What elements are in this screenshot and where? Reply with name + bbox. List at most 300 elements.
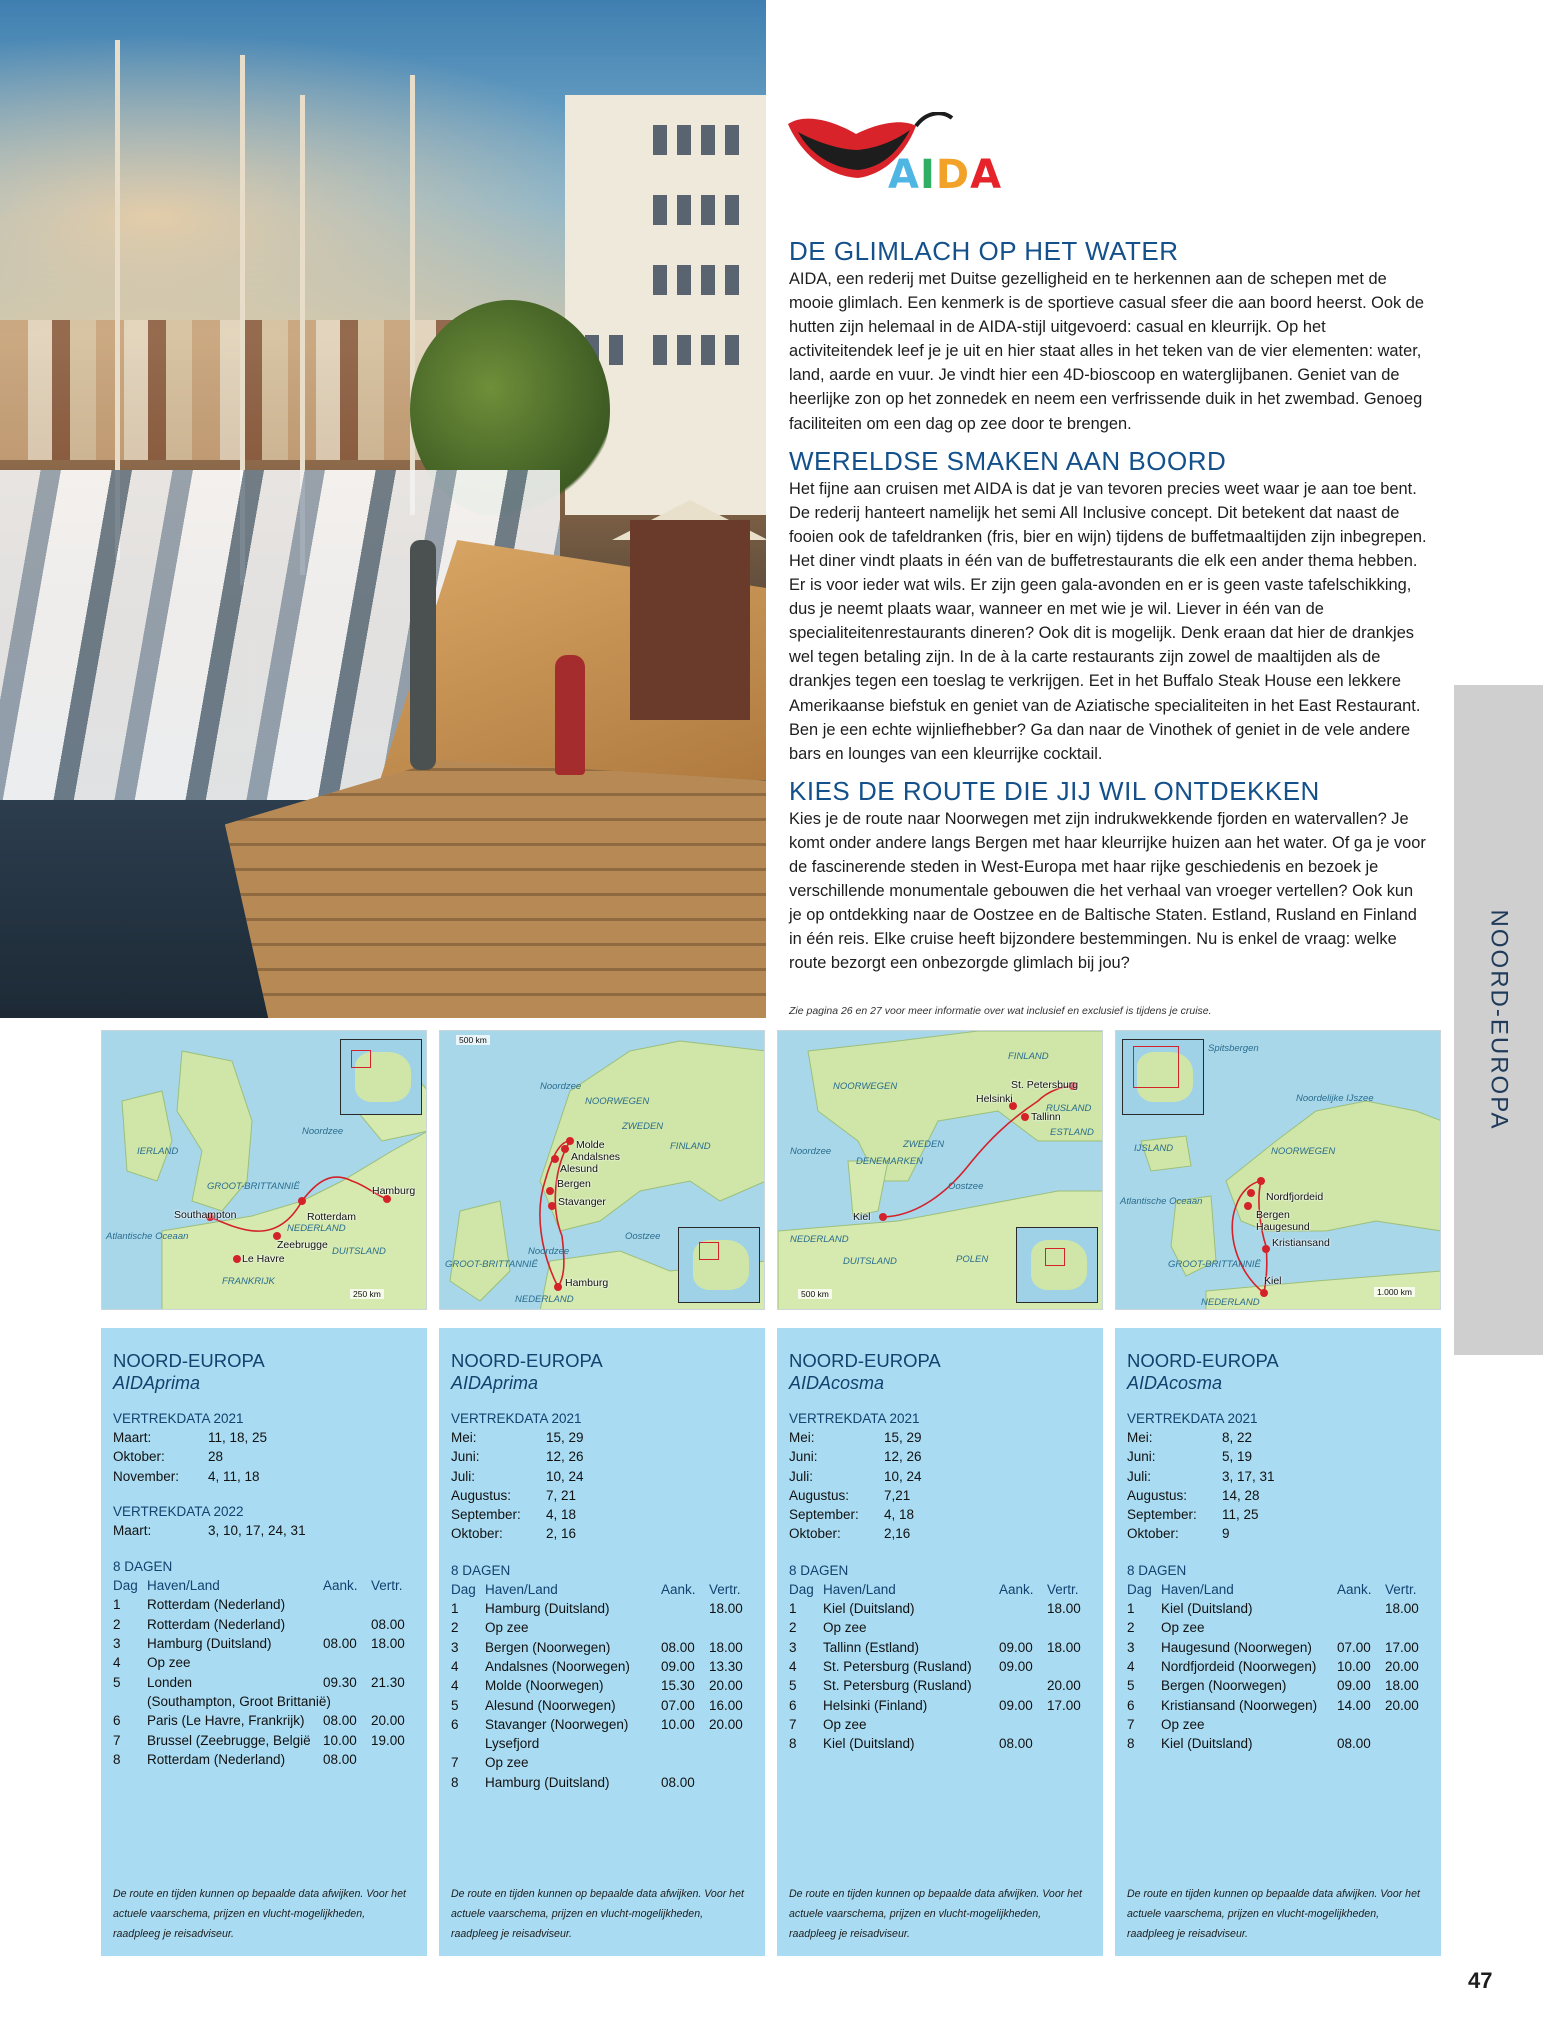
departure-month: Mei: <box>1127 1430 1153 1445</box>
map-label: ZWEDEN <box>903 1139 945 1150</box>
route-map-3 <box>777 1030 1103 1310</box>
itinerary-cell: 20.00 <box>709 1716 743 1732</box>
ship-name: AIDAcosma <box>789 1373 885 1393</box>
itinerary-cell: Kiel (Duitsland) <box>1161 1601 1253 1617</box>
departures-title: VERTREKDATA 2021 <box>789 1411 920 1426</box>
itinerary-row <box>789 1734 1091 1753</box>
itinerary-cell <box>371 1653 411 1672</box>
itinerary-cell: Helsinki (Finland) <box>823 1697 928 1713</box>
itinerary-header-cell: Vertr. <box>371 1578 403 1594</box>
itinerary-cell: 10.00 <box>323 1732 357 1748</box>
port-label: Rotterdam <box>307 1211 357 1223</box>
departure-row <box>789 1467 1091 1486</box>
departure-month: Augustus: <box>789 1487 850 1503</box>
itinerary-cell <box>1047 1715 1087 1734</box>
itinerary-cell: Kiel (Duitsland) <box>823 1736 915 1752</box>
itinerary-header <box>1127 1580 1429 1599</box>
departure-month: Mei: <box>451 1430 477 1445</box>
itinerary-header-cell: Haven/Land <box>823 1581 896 1597</box>
itinerary-header <box>789 1580 1091 1599</box>
itinerary-cell <box>1385 1715 1425 1734</box>
itinerary-cell: 18.00 <box>1385 1601 1419 1617</box>
section-heading: DE GLIMLACH OP HET WATER <box>789 236 1179 266</box>
itinerary-row <box>1127 1618 1429 1637</box>
departure-dates: 7,21 <box>884 1487 911 1503</box>
itinerary-row <box>113 1653 415 1672</box>
itinerary-cell: 20.00 <box>371 1713 405 1729</box>
statue <box>410 540 436 770</box>
itinerary-cell: Kiel (Duitsland) <box>1161 1736 1253 1752</box>
itinerary-cell: 1 <box>1127 1601 1135 1617</box>
map-label: Noordzee <box>302 1126 344 1137</box>
map-label: IJSLAND <box>1134 1143 1174 1154</box>
departure-dates: 4, 18 <box>884 1507 915 1523</box>
port-label: Kristiansand <box>1272 1237 1330 1249</box>
itinerary-cell: 7 <box>113 1732 121 1748</box>
itinerary-cell <box>661 1753 709 1772</box>
itinerary-cell <box>661 1599 709 1618</box>
itinerary-cell: 08.00 <box>323 1751 357 1767</box>
port-label: Zeebrugge <box>277 1239 328 1251</box>
itinerary-cell: 18.00 <box>709 1639 743 1655</box>
itinerary-cell: 18.00 <box>1385 1678 1419 1694</box>
itinerary-row <box>451 1734 753 1753</box>
departure-dates: 8, 22 <box>1222 1430 1253 1445</box>
departure-month: Juni: <box>451 1449 480 1465</box>
map-label: RUSLAND <box>1046 1103 1092 1114</box>
departure-row <box>113 1428 415 1447</box>
itinerary-cell: Rotterdam (Nederland) <box>147 1751 286 1767</box>
itinerary-cell <box>1337 1715 1385 1734</box>
ship-name: AIDAprima <box>451 1373 539 1393</box>
itinerary-cell <box>371 1750 411 1769</box>
itinerary-cell <box>1047 1618 1087 1637</box>
itinerary-row <box>789 1676 1091 1695</box>
itinerary-row <box>1127 1715 1429 1734</box>
route-region: NOORD-EUROPA <box>451 1350 603 1371</box>
spacer <box>451 1544 753 1561</box>
departure-row <box>113 1447 415 1466</box>
ship-name: AIDAprima <box>113 1373 201 1393</box>
itinerary-header-cell: Dag <box>451 1581 476 1597</box>
itinerary-row <box>451 1696 753 1715</box>
departure-dates: 12, 26 <box>546 1449 584 1465</box>
itinerary-cell: 4 <box>1127 1658 1135 1674</box>
spacer <box>1127 1544 1429 1561</box>
boat-mast <box>410 75 415 515</box>
section-heading: KIES DE ROUTE DIE JIJ WIL ONTDEKKEN <box>789 775 1320 806</box>
departure-row <box>113 1467 415 1486</box>
itinerary-cell: Molde (Noorwegen) <box>485 1678 604 1694</box>
port-label: Southampton <box>174 1209 237 1221</box>
itinerary-header-cell: Aank. <box>661 1581 696 1597</box>
itinerary-cell: 1 <box>789 1601 797 1617</box>
itinerary-cell <box>1385 1618 1425 1637</box>
departure-row <box>1127 1486 1429 1505</box>
itinerary-cell <box>323 1692 371 1711</box>
locator-inset <box>1016 1227 1098 1303</box>
itinerary-cell: Op zee <box>147 1655 191 1671</box>
map-label: Spitsbergen <box>1208 1043 1259 1054</box>
itinerary-cell: 09.00 <box>999 1658 1033 1674</box>
itinerary-row <box>451 1676 753 1695</box>
port-label: Hamburg <box>372 1185 416 1197</box>
map-scale: 500 km <box>798 1289 832 1299</box>
itinerary-cell: 09.00 <box>999 1697 1033 1713</box>
port-label: Molde <box>576 1139 605 1151</box>
itinerary-cell: 17.00 <box>1385 1639 1419 1655</box>
map-label: Noordzee <box>528 1246 570 1257</box>
itinerary-row <box>1127 1599 1429 1618</box>
itinerary-row <box>113 1750 415 1769</box>
itinerary-cell <box>709 1753 749 1772</box>
itinerary-row <box>113 1673 415 1692</box>
port-label: Andalsnes <box>571 1151 621 1163</box>
itinerary-cell: 21.30 <box>371 1674 405 1690</box>
route-footnote: De route en tijden kunnen op bepaalde data afwijken. Voor het actuele vaarschema, prijzen en vlucht-mogelijkheden, raadpleeg je reisadviseur. <box>113 1888 406 1940</box>
inclusive-footnote: Zie pagina 26 en 27 voor meer informatie over wat inclusief en exclusief is tijdens je cruise. <box>789 1005 1212 1017</box>
itinerary-cell: 08.00 <box>323 1636 357 1652</box>
itinerary-cell <box>371 1692 411 1711</box>
itinerary-row <box>113 1634 415 1653</box>
itinerary-header-cell: Haven/Land <box>1161 1581 1234 1597</box>
person <box>555 655 585 775</box>
departure-dates: 5, 19 <box>1222 1449 1253 1465</box>
itinerary-header-cell: Vertr. <box>1385 1581 1417 1597</box>
itinerary-cell: 20.00 <box>1385 1658 1419 1674</box>
itinerary-row <box>451 1638 753 1657</box>
departure-row <box>451 1447 753 1466</box>
locator-inset <box>678 1227 760 1303</box>
departure-month: Augustus: <box>1127 1487 1188 1503</box>
departure-month: Mei: <box>789 1430 815 1445</box>
map-label: NOORWEGEN <box>585 1096 650 1107</box>
map-label: Atlantische Oceaan <box>106 1231 189 1242</box>
map-label: NEDERLAND <box>790 1234 849 1245</box>
map-label: FINLAND <box>1008 1051 1049 1062</box>
itinerary-cell: 08.00 <box>999 1736 1033 1752</box>
itinerary-cell: 20.00 <box>709 1678 743 1694</box>
itinerary-cell <box>1337 1599 1385 1618</box>
departure-month: Oktober: <box>789 1526 841 1542</box>
itinerary-cell: Bergen (Noorwegen) <box>485 1639 611 1655</box>
itinerary-cell: 18.00 <box>371 1636 405 1652</box>
map-label: Atlantische Oceaan <box>1120 1196 1203 1207</box>
section-body: AIDA, een rederij met Duitse gezelligheid en te herkennen aan de schepen met de mooie glimlach. Een kenmerk is de sportieve casual sfeer die aan boord heerst. Ook de hutten zijn helemaal in de AIDA-stijl uitgevoerd: casual en kleurrijk. Op het activiteitendek leef je je uit en hier staat alles in het teken van de vier elementen: water, land, aarde en vuur. Je vindt hier een 4D-bioscoop en waterglijbanen. Geniet van de heerlijke zon op het zonnedek en neem een verfrissende duik in het zwembad. Genoeg faciliteiten om een dag op zee door te brengen. <box>789 270 1425 433</box>
departure-dates: 15, 29 <box>884 1430 922 1445</box>
itinerary-cell: Kristiansand (Noorwegen) <box>1161 1697 1318 1713</box>
map-label: IERLAND <box>137 1146 179 1157</box>
itinerary-cell: 1 <box>451 1601 459 1617</box>
article <box>789 236 1427 985</box>
departures-title: VERTREKDATA 2022 <box>113 1503 244 1519</box>
departure-dates: 14, 28 <box>1222 1487 1260 1503</box>
itinerary-cell <box>999 1715 1047 1734</box>
departure-row <box>113 1521 415 1540</box>
itinerary-cell: Op zee <box>1161 1716 1205 1732</box>
itinerary-cell <box>709 1734 749 1753</box>
route-region: NOORD-EUROPA <box>789 1350 941 1371</box>
departure-row <box>789 1486 1091 1505</box>
departure-dates: 4, 18 <box>546 1507 577 1523</box>
itinerary-cell: 09.30 <box>323 1674 357 1690</box>
departure-month: September: <box>451 1507 521 1523</box>
itinerary-cell: 6 <box>113 1713 121 1729</box>
departure-dates: 2, 16 <box>546 1526 577 1542</box>
departure-row <box>451 1486 753 1505</box>
port-label: Tallinn <box>1031 1111 1061 1123</box>
map-label: Noordzee <box>790 1146 832 1157</box>
itinerary-row <box>451 1599 753 1618</box>
departure-row <box>451 1524 753 1543</box>
departure-month: Juli: <box>789 1468 814 1484</box>
itinerary-cell: 1 <box>113 1597 121 1613</box>
itinerary-row <box>113 1595 415 1614</box>
departure-dates: 7, 21 <box>546 1487 577 1503</box>
itinerary-cell <box>999 1618 1047 1637</box>
itinerary-cell: 15.30 <box>661 1678 695 1694</box>
itinerary-cell: 6 <box>451 1716 459 1732</box>
itinerary-header-cell: Haven/Land <box>147 1578 220 1594</box>
route-map-4 <box>1115 1030 1441 1310</box>
itinerary-cell: Op zee <box>1161 1620 1205 1636</box>
itinerary-row <box>451 1715 753 1734</box>
itinerary-cell: Op zee <box>823 1716 867 1732</box>
departure-dates: 10, 24 <box>546 1468 584 1484</box>
departure-month: Juni: <box>789 1449 818 1465</box>
itinerary-cell: 14.00 <box>1337 1697 1371 1713</box>
departure-dates: 4, 11, 18 <box>208 1468 260 1484</box>
itinerary-cell: 7 <box>1127 1716 1135 1732</box>
map-label: FINLAND <box>670 1141 711 1152</box>
itinerary-cell <box>709 1618 749 1637</box>
port-label: Alesund <box>560 1163 598 1175</box>
itinerary-cell: Rotterdam (Nederland) <box>147 1616 286 1632</box>
town-buildings <box>0 320 470 460</box>
duration-title: 8 DAGEN <box>451 1562 511 1578</box>
itinerary-cell: Hamburg (Duitsland) <box>485 1774 610 1790</box>
itinerary-row <box>113 1692 415 1711</box>
map-label: DENEMARKEN <box>856 1156 924 1167</box>
duration-title: 8 DAGEN <box>113 1559 173 1575</box>
port-label: Stavanger <box>558 1196 606 1208</box>
itinerary-row <box>1127 1657 1429 1676</box>
itinerary-header-cell: Aank. <box>323 1578 358 1594</box>
itinerary-cell: 3 <box>451 1639 459 1655</box>
map-label: GROOT-BRITTANNIË <box>445 1259 538 1270</box>
itinerary-cell: Op zee <box>823 1620 867 1636</box>
itinerary-cell: Londen <box>147 1674 193 1690</box>
itinerary-cell: Lysefjord <box>485 1736 540 1752</box>
departure-row <box>789 1428 1091 1447</box>
itinerary-cell: 8 <box>1127 1736 1135 1752</box>
spacer <box>113 1486 415 1503</box>
port-label: Le Havre <box>242 1253 285 1265</box>
departure-month: Oktober: <box>113 1449 165 1465</box>
route-box-2 <box>439 1328 765 1956</box>
itinerary-cell: 08.00 <box>1337 1736 1371 1752</box>
departure-month: September: <box>789 1507 859 1523</box>
itinerary-header-cell: Haven/Land <box>485 1581 558 1597</box>
itinerary-cell: 2 <box>113 1616 121 1632</box>
route-region: NOORD-EUROPA <box>113 1350 265 1371</box>
itinerary-row <box>1127 1676 1429 1695</box>
itinerary-cell: Op zee <box>485 1755 529 1771</box>
itinerary-header-cell: Aank. <box>999 1581 1034 1597</box>
itinerary-header-cell: Dag <box>1127 1581 1152 1597</box>
map-label: Oostzee <box>948 1181 984 1192</box>
map-label: Noordelijke IJszee <box>1296 1093 1374 1104</box>
itinerary-cell <box>371 1595 411 1614</box>
itinerary-cell: 4 <box>789 1658 797 1674</box>
itinerary-cell: 10.00 <box>661 1716 695 1732</box>
map-label: DUITSLAND <box>843 1256 897 1267</box>
departure-month: Maart: <box>113 1522 152 1538</box>
departure-row <box>1127 1467 1429 1486</box>
port-label: Kiel <box>1264 1275 1282 1287</box>
itinerary-row <box>451 1618 753 1637</box>
itinerary-row <box>113 1711 415 1730</box>
itinerary-row <box>789 1599 1091 1618</box>
route-footnote: De route en tijden kunnen op bepaalde data afwijken. Voor het actuele vaarschema, prijzen en vlucht-mogelijkheden, raadpleeg je reisadviseur. <box>451 1888 744 1940</box>
map-label: NEDERLAND <box>287 1223 346 1234</box>
itinerary-cell: 3 <box>1127 1639 1135 1655</box>
itinerary-cell: 5 <box>789 1678 797 1694</box>
section-side-tab <box>1454 685 1543 1355</box>
departures-title: VERTREKDATA 2021 <box>113 1411 244 1426</box>
itinerary-cell: Hamburg (Duitsland) <box>147 1636 272 1652</box>
port-label: St. Petersburg <box>1011 1079 1079 1091</box>
map-label: NEDERLAND <box>1201 1297 1260 1308</box>
section-body: Kies je de route naar Noorwegen met zijn indrukwekkende fjorden en watervallen? Je komt onder andere langs Bergen met haar kleurrijke huizen aan het water. Of ga je voor de fascinerende steden in West-Europa met haar rijke geschiedenis en bezoek je verschillende monumentale gebouwen die het verhaal van vroeger vertellen? Ook kun je op ontdekking naar de Oostzee en de Baltische Staten. Estland, Rusland en Finland in één reis. Elke cruise heeft bijzondere bestemmingen. Nu is enkel de vraag: welke route bezorgt een onbezorgde glimlach bij jou? <box>789 809 1426 973</box>
departure-month: November: <box>113 1468 180 1484</box>
departure-month: Oktober: <box>451 1526 503 1542</box>
departure-dates: 3, 17, 31 <box>1222 1468 1275 1484</box>
map-label: DUITSLAND <box>332 1246 386 1257</box>
itinerary-cell <box>661 1618 709 1637</box>
itinerary-cell: 10.00 <box>1337 1658 1371 1674</box>
departure-month: Augustus: <box>451 1487 512 1503</box>
itinerary-header-cell: Vertr. <box>709 1581 741 1597</box>
itinerary-cell: Paris (Le Havre, Frankrijk) <box>147 1713 305 1729</box>
route-box-3 <box>777 1328 1103 1956</box>
itinerary-cell: 2 <box>451 1620 459 1636</box>
route-map-1 <box>101 1030 427 1310</box>
itinerary-cell: 09.00 <box>1337 1678 1371 1694</box>
itinerary-cell: St. Petersburg (Rusland) <box>823 1678 972 1694</box>
locator-inset <box>1122 1039 1204 1115</box>
itinerary-cell: 08.00 <box>323 1713 357 1729</box>
map-label: Oostzee <box>625 1231 661 1242</box>
itinerary-cell: 18.00 <box>709 1601 743 1617</box>
itinerary-cell: (Southampton, Groot Brittanië) <box>147 1693 331 1709</box>
duration-title: 8 DAGEN <box>1127 1562 1187 1578</box>
map-label: ZWEDEN <box>622 1121 664 1132</box>
departures-title: VERTREKDATA 2021 <box>1127 1411 1258 1426</box>
itinerary-cell: 07.00 <box>661 1697 695 1713</box>
itinerary-row <box>1127 1638 1429 1657</box>
itinerary-row <box>451 1753 753 1772</box>
itinerary-row <box>789 1638 1091 1657</box>
departure-row <box>1127 1524 1429 1543</box>
map-label: NEDERLAND <box>515 1294 574 1305</box>
itinerary-cell: 5 <box>451 1697 459 1713</box>
itinerary-cell <box>999 1676 1047 1695</box>
port-label: Nordfjordeid <box>1266 1191 1324 1203</box>
route-box-1 <box>101 1328 427 1956</box>
itinerary-cell: 18.00 <box>1047 1639 1081 1655</box>
itinerary-cell: 5 <box>113 1674 121 1690</box>
departures-title: VERTREKDATA 2021 <box>451 1411 582 1426</box>
departure-month: Juli: <box>451 1468 476 1484</box>
map-scale: 500 km <box>456 1035 490 1045</box>
map-scale: 250 km <box>350 1289 384 1299</box>
port-label: Haugesund <box>1256 1221 1310 1233</box>
itinerary-cell <box>999 1599 1047 1618</box>
itinerary-cell: 5 <box>1127 1678 1135 1694</box>
side-tab-label: NOORD-EUROPA <box>1485 909 1513 1131</box>
itinerary-cell: 13.30 <box>709 1658 743 1674</box>
duration-title: 8 DAGEN <box>789 1562 849 1578</box>
itinerary-cell: Hamburg (Duitsland) <box>485 1601 610 1617</box>
departure-row <box>1127 1428 1429 1447</box>
itinerary-header-cell: Dag <box>113 1578 138 1594</box>
itinerary-cell <box>1047 1734 1087 1753</box>
itinerary-cell: 18.00 <box>1047 1601 1081 1617</box>
departure-month: Oktober: <box>1127 1526 1179 1542</box>
itinerary-cell: Nordfjordeid (Noorwegen) <box>1161 1658 1317 1674</box>
port-label: Hamburg <box>565 1277 609 1289</box>
aida-wordmark: AIDA <box>888 152 1003 198</box>
route-region: NOORD-EUROPA <box>1127 1350 1279 1371</box>
itinerary-cell: 08.00 <box>661 1774 695 1790</box>
itinerary-row <box>113 1615 415 1634</box>
itinerary-cell: 4 <box>451 1658 459 1674</box>
itinerary-cell: 7 <box>789 1716 797 1732</box>
itinerary-cell <box>323 1615 371 1634</box>
itinerary-cell: 07.00 <box>1337 1639 1371 1655</box>
map-label: GROOT-BRITTANNIË <box>207 1181 300 1192</box>
departure-row <box>1127 1447 1429 1466</box>
departure-row <box>451 1467 753 1486</box>
departure-dates: 11, 25 <box>1222 1507 1259 1523</box>
itinerary-cell <box>323 1595 371 1614</box>
spacer <box>789 1544 1091 1561</box>
itinerary-cell: Rotterdam (Nederland) <box>147 1597 286 1613</box>
departure-month: September: <box>1127 1507 1197 1523</box>
map-label: FRANKRIJK <box>222 1276 275 1287</box>
departure-dates: 9 <box>1222 1526 1230 1542</box>
departure-dates: 12, 26 <box>884 1449 922 1465</box>
itinerary-cell: 08.00 <box>371 1616 405 1632</box>
port-label: Helsinki <box>976 1093 1013 1105</box>
harbor-photo <box>0 0 766 1018</box>
itinerary-header-cell: Dag <box>789 1581 814 1597</box>
itinerary-cell: 19.00 <box>371 1732 405 1748</box>
spacer <box>113 1540 415 1557</box>
departure-row <box>451 1505 753 1524</box>
itinerary-row <box>1127 1696 1429 1715</box>
departure-dates: 2,16 <box>884 1526 911 1542</box>
itinerary-cell: Kiel (Duitsland) <box>823 1601 915 1617</box>
departure-month: Juli: <box>1127 1468 1152 1484</box>
departure-dates: 3, 10, 17, 24, 31 <box>208 1522 306 1538</box>
itinerary-row <box>113 1731 415 1750</box>
itinerary-cell: 17.00 <box>1047 1697 1081 1713</box>
itinerary-cell: 7 <box>451 1755 459 1771</box>
itinerary-cell <box>451 1734 485 1753</box>
page-number: 47 <box>1468 1968 1493 1993</box>
